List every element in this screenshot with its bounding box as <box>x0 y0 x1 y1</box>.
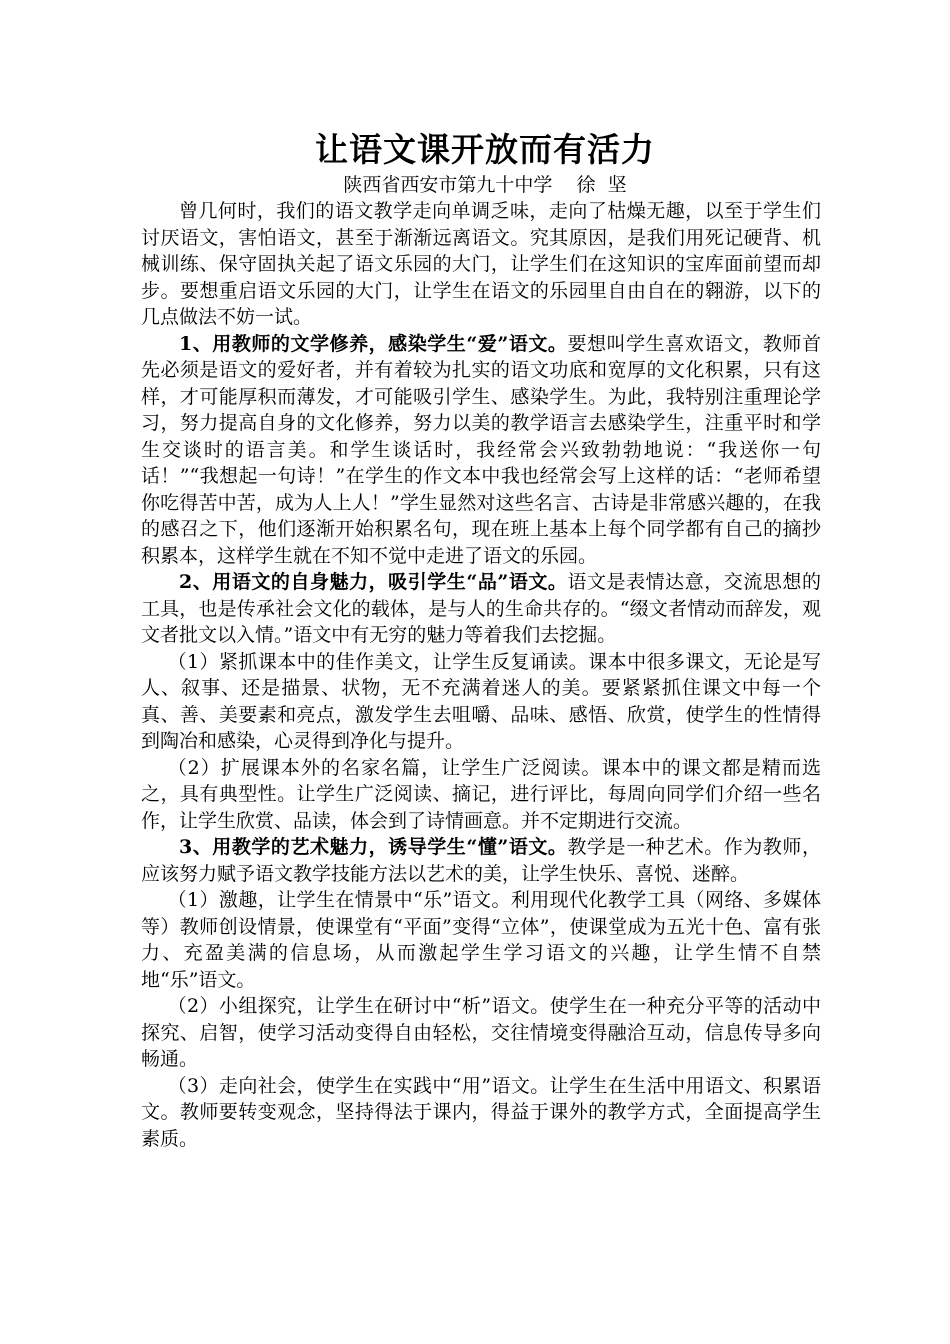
section-2-body: 语文是表情达意，交流思想的工具，也是传承社会文化的载体，是与人的生命共存的。“缀文者情动而辞发，观文者批文以入情。”语文中有无穷的魅力等着我们去挖掘。 <box>141 571 821 646</box>
section-2-item-1: （1）紧抓课本中的佳作美文，让学生反复诵读。课本中很多课文，无论是写人、叙事、还是描景、状物，无不充满着迷人的美。要紧紧抓住课文中每一个真、善、美要素和亮点，激发学生去咀嚼、品味、感悟、欣赏，使学生的性情得到陶冶和感染，心灵得到净化与提升。 <box>141 650 821 752</box>
section-3-item-1: （1）激趣，让学生在情景中“乐”语文。利用现代化教学工具（网络、多媒体等）教师创设情景，使课堂有“平面”变得“立体”，使课堂成为五光十色、富有张力、充盈美满的信息场，从而激起学生学习语文的兴趣，让学生情不自禁地“乐”语文。 <box>141 889 821 991</box>
author-line: 陕西省西安市第九十中学 徐 坚 <box>343 174 627 196</box>
document-page <box>141 128 821 1152</box>
section-3-item-3: （3）走向社会，使学生在实践中“用”语文。让学生在生活中用语文、积累语文。教师要转变观念，坚持得法于课内，得益于课外的教学方式，全面提高学生素质。 <box>141 1074 821 1150</box>
section-1-body: 要想叫学生喜欢语文，教师首先必须是语文的爱好者，并有着较为扎实的语文功底和宽厚的文化积累，只有这样，才可能厚积而薄发，才可能吸引学生、感染学生。为此，我特别注重理论学习，努力提高自身的文化修养，努力以美的教学语言去感染学生，注重平时和学生交谈时的语言美。和学生谈话时，我经常会兴致勃勃地说：“我送你一句话！”“我想起一句诗！”在学生的作文本中我也经常会写上这样的话：“老师希望你吃得苦中苦，成为人上人！”学生显然对这些名言、古诗是非常感兴趣的，在我的感召之下，他们逐渐开始积累名句，现在班上基本上每个同学都有自己的摘抄积累本，这样学生就在不知不觉中走进了语文的乐园。 <box>141 332 821 567</box>
section-3-heading: 3、用教学的艺术魅力，诱导学生“懂”语文。 <box>179 836 568 858</box>
section-2-heading: 2、用语文的自身魅力，吸引学生“品”语文。 <box>179 571 568 593</box>
section-3-body: 教学是一种艺术。作为教师，应该努力赋予语文教学技能方法以艺术的美，让学生快乐、喜悦、迷醉。 <box>141 836 821 885</box>
section-2-item-2: （2）扩展课本外的名家名篇，让学生广泛阅读。课本中的课文都是精而选之，具有典型性。让学生广泛阅读、摘记，进行评比，每周向同学们介绍一些名作，让学生欣赏、品读，体会到了诗情画意。并不定期进行交流。 <box>141 756 821 832</box>
document-title: 让语文课开放而有活力 <box>315 130 655 169</box>
section-1-heading: 1、用教师的文学修养，感染学生“爱”语文。 <box>179 332 568 355</box>
section-3-item-2: （2）小组探究，让学生在研讨中“析”语文。使学生在一种充分平等的活动中探究、启智，使学习活动变得自由轻松，交往情境变得融洽互动，信息传导多向畅通。 <box>141 995 821 1070</box>
intro-paragraph: 曾几何时，我们的语文教学走向单调乏味，走向了枯燥无趣，以至于学生们讨厌语文，害怕语文，甚至于渐渐远离语文。究其原因，是我们用死记硬背、机械训练、保守固执关起了语文乐园的大门，让学生们在这知识的宝库面前望而却步。要想重启语文乐园的大门，让学生在语文的乐园里自由自在的翱游，以下的几点做法不妨一试。 <box>141 200 821 328</box>
section-2-paragraph <box>141 569 821 649</box>
section-1-paragraph <box>141 331 821 570</box>
section-3-paragraph <box>141 834 821 887</box>
